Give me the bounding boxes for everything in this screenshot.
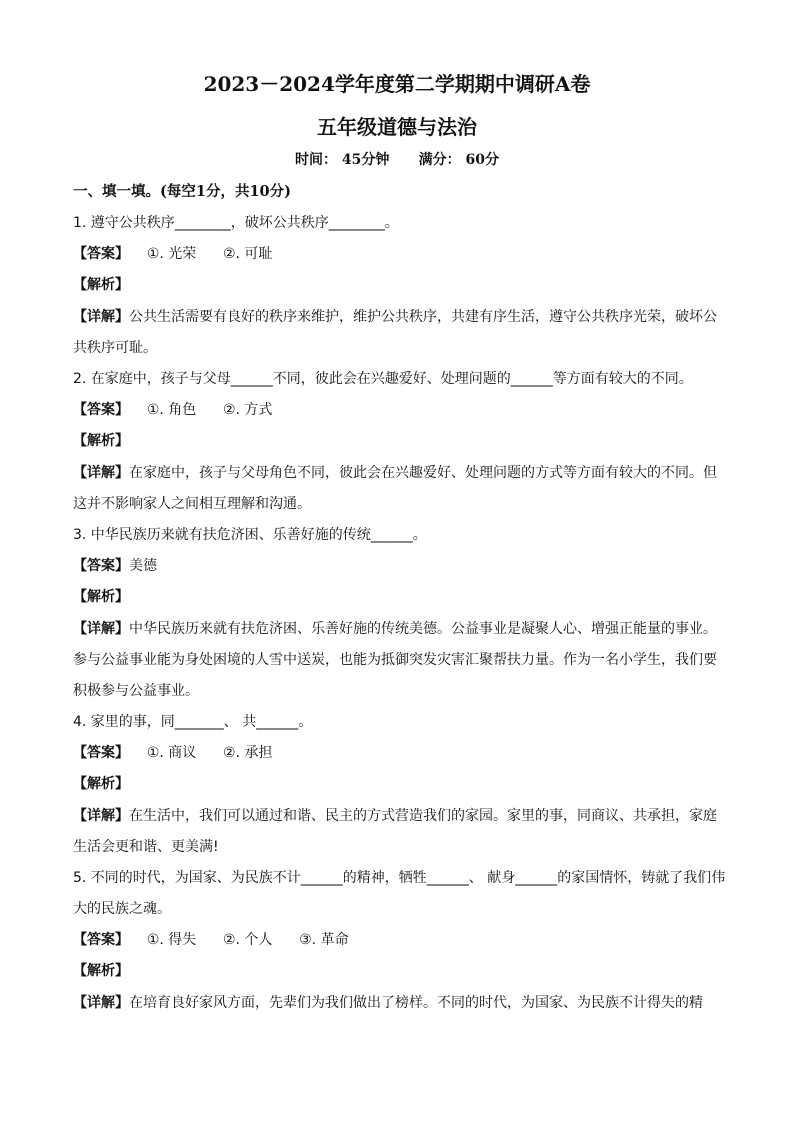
detail-1-line-1 bbox=[73, 307, 717, 327]
detail-tag: 【详解】 bbox=[73, 621, 129, 637]
question-1: 1. 遵守公共秩序________，破坏公共秩序________。 bbox=[73, 215, 399, 231]
detail-5-line-1 bbox=[73, 993, 703, 1013]
detail-text: 在生活中，我们可以通过和谐、民主的方式营造我们的家园。家里的事，同商议、共承担，家庭 bbox=[129, 808, 717, 824]
question-5-line-2: 大的民族之魂。 bbox=[73, 901, 171, 917]
analysis-5: 【解析】 bbox=[73, 963, 129, 979]
detail-text: 在家庭中，孩子与父母角色不同，彼此会在兴趣爱好、处理问题的方式等方面有较大的不同。但 bbox=[129, 465, 717, 481]
score-value: 60分 bbox=[465, 152, 499, 168]
detail-3-line-3: 积极参与公益事业。 bbox=[73, 683, 199, 699]
detail-1-line-2: 共秩序可耻。 bbox=[73, 340, 157, 356]
detail-tag: 【详解】 bbox=[73, 465, 129, 481]
detail-text: 中华民族历来就有扶危济困、乐善好施的传统美德。公益事业是凝聚人心、增强正能量的事业。 bbox=[129, 621, 717, 637]
answer-tag: 【答案】 bbox=[73, 402, 129, 418]
detail-4-line-1 bbox=[73, 806, 717, 826]
analysis-4: 【解析】 bbox=[73, 776, 129, 792]
detail-2-line-1 bbox=[73, 463, 717, 483]
exam-title: 2023－2024学年度第二学期期中调研A卷 bbox=[203, 72, 591, 96]
answer-tag: 【答案】 bbox=[73, 558, 129, 574]
analysis-2: 【解析】 bbox=[73, 433, 129, 449]
answer-text: 美德 bbox=[129, 558, 157, 574]
score-label: 满分： bbox=[418, 152, 461, 168]
answer-text: ①. 得失 ②. 个人 ③. 革命 bbox=[146, 932, 349, 948]
detail-tag: 【详解】 bbox=[73, 309, 129, 325]
analysis-1: 【解析】 bbox=[73, 277, 129, 293]
question-2: 2. 在家庭中，孩子与父母______不同，彼此会在兴趣爱好、处理问题的______等方面有较大的不同。 bbox=[73, 371, 693, 387]
answer-tag: 【答案】 bbox=[73, 246, 129, 262]
time-label: 时间： bbox=[295, 152, 338, 168]
answer-4 bbox=[73, 743, 272, 763]
question-3: 3. 中华民族历来就有扶危济困、乐善好施的传统______。 bbox=[73, 527, 427, 543]
analysis-3: 【解析】 bbox=[73, 589, 129, 605]
answer-text: ①. 角色 ②. 方式 bbox=[146, 402, 273, 418]
detail-3-line-1 bbox=[73, 619, 717, 639]
detail-text: 公共生活需要有良好的秩序来维护，维护公共秩序，共建有序生活，遵守公共秩序光荣，破坏公 bbox=[129, 309, 717, 325]
answer-5 bbox=[73, 930, 349, 950]
detail-4-line-2: 生活会更和谐、更美满! bbox=[73, 839, 219, 855]
answer-text: ①. 光荣 ②. 可耻 bbox=[146, 246, 273, 262]
section-heading: 一、填一填。(每空1分，共10分) bbox=[73, 183, 291, 200]
answer-3 bbox=[73, 556, 157, 576]
answer-tag: 【答案】 bbox=[73, 745, 129, 761]
question-5-line-1: 5. 不同的时代，为国家、为民族不计______的精神，牺牲______、 献身______的家国情怀，铸就了我们伟 bbox=[73, 870, 726, 886]
exam-subject: 五年级道德与法治 bbox=[317, 115, 477, 139]
answer-1 bbox=[73, 244, 272, 264]
detail-2-line-2: 这并不影响家人之间相互理解和沟通。 bbox=[73, 496, 311, 512]
detail-tag: 【详解】 bbox=[73, 995, 129, 1011]
detail-3-line-2: 参与公益事业能为身处困境的人雪中送炭，也能为抵御突发灾害汇聚帮扶力量。作为一名小学生，我们要 bbox=[73, 652, 717, 668]
question-4: 4. 家里的事，同_______、 共______。 bbox=[73, 714, 313, 730]
detail-text: 在培育良好家风方面，先辈们为我们做出了榜样。不同的时代，为国家、为民族不计得失的精 bbox=[129, 995, 703, 1011]
answer-tag: 【答案】 bbox=[73, 932, 129, 948]
exam-meta bbox=[0, 149, 794, 169]
detail-tag: 【详解】 bbox=[73, 808, 129, 824]
time-value: 45分钟 bbox=[341, 152, 390, 168]
answer-text: ①. 商议 ②. 承担 bbox=[146, 745, 273, 761]
answer-2 bbox=[73, 400, 272, 420]
